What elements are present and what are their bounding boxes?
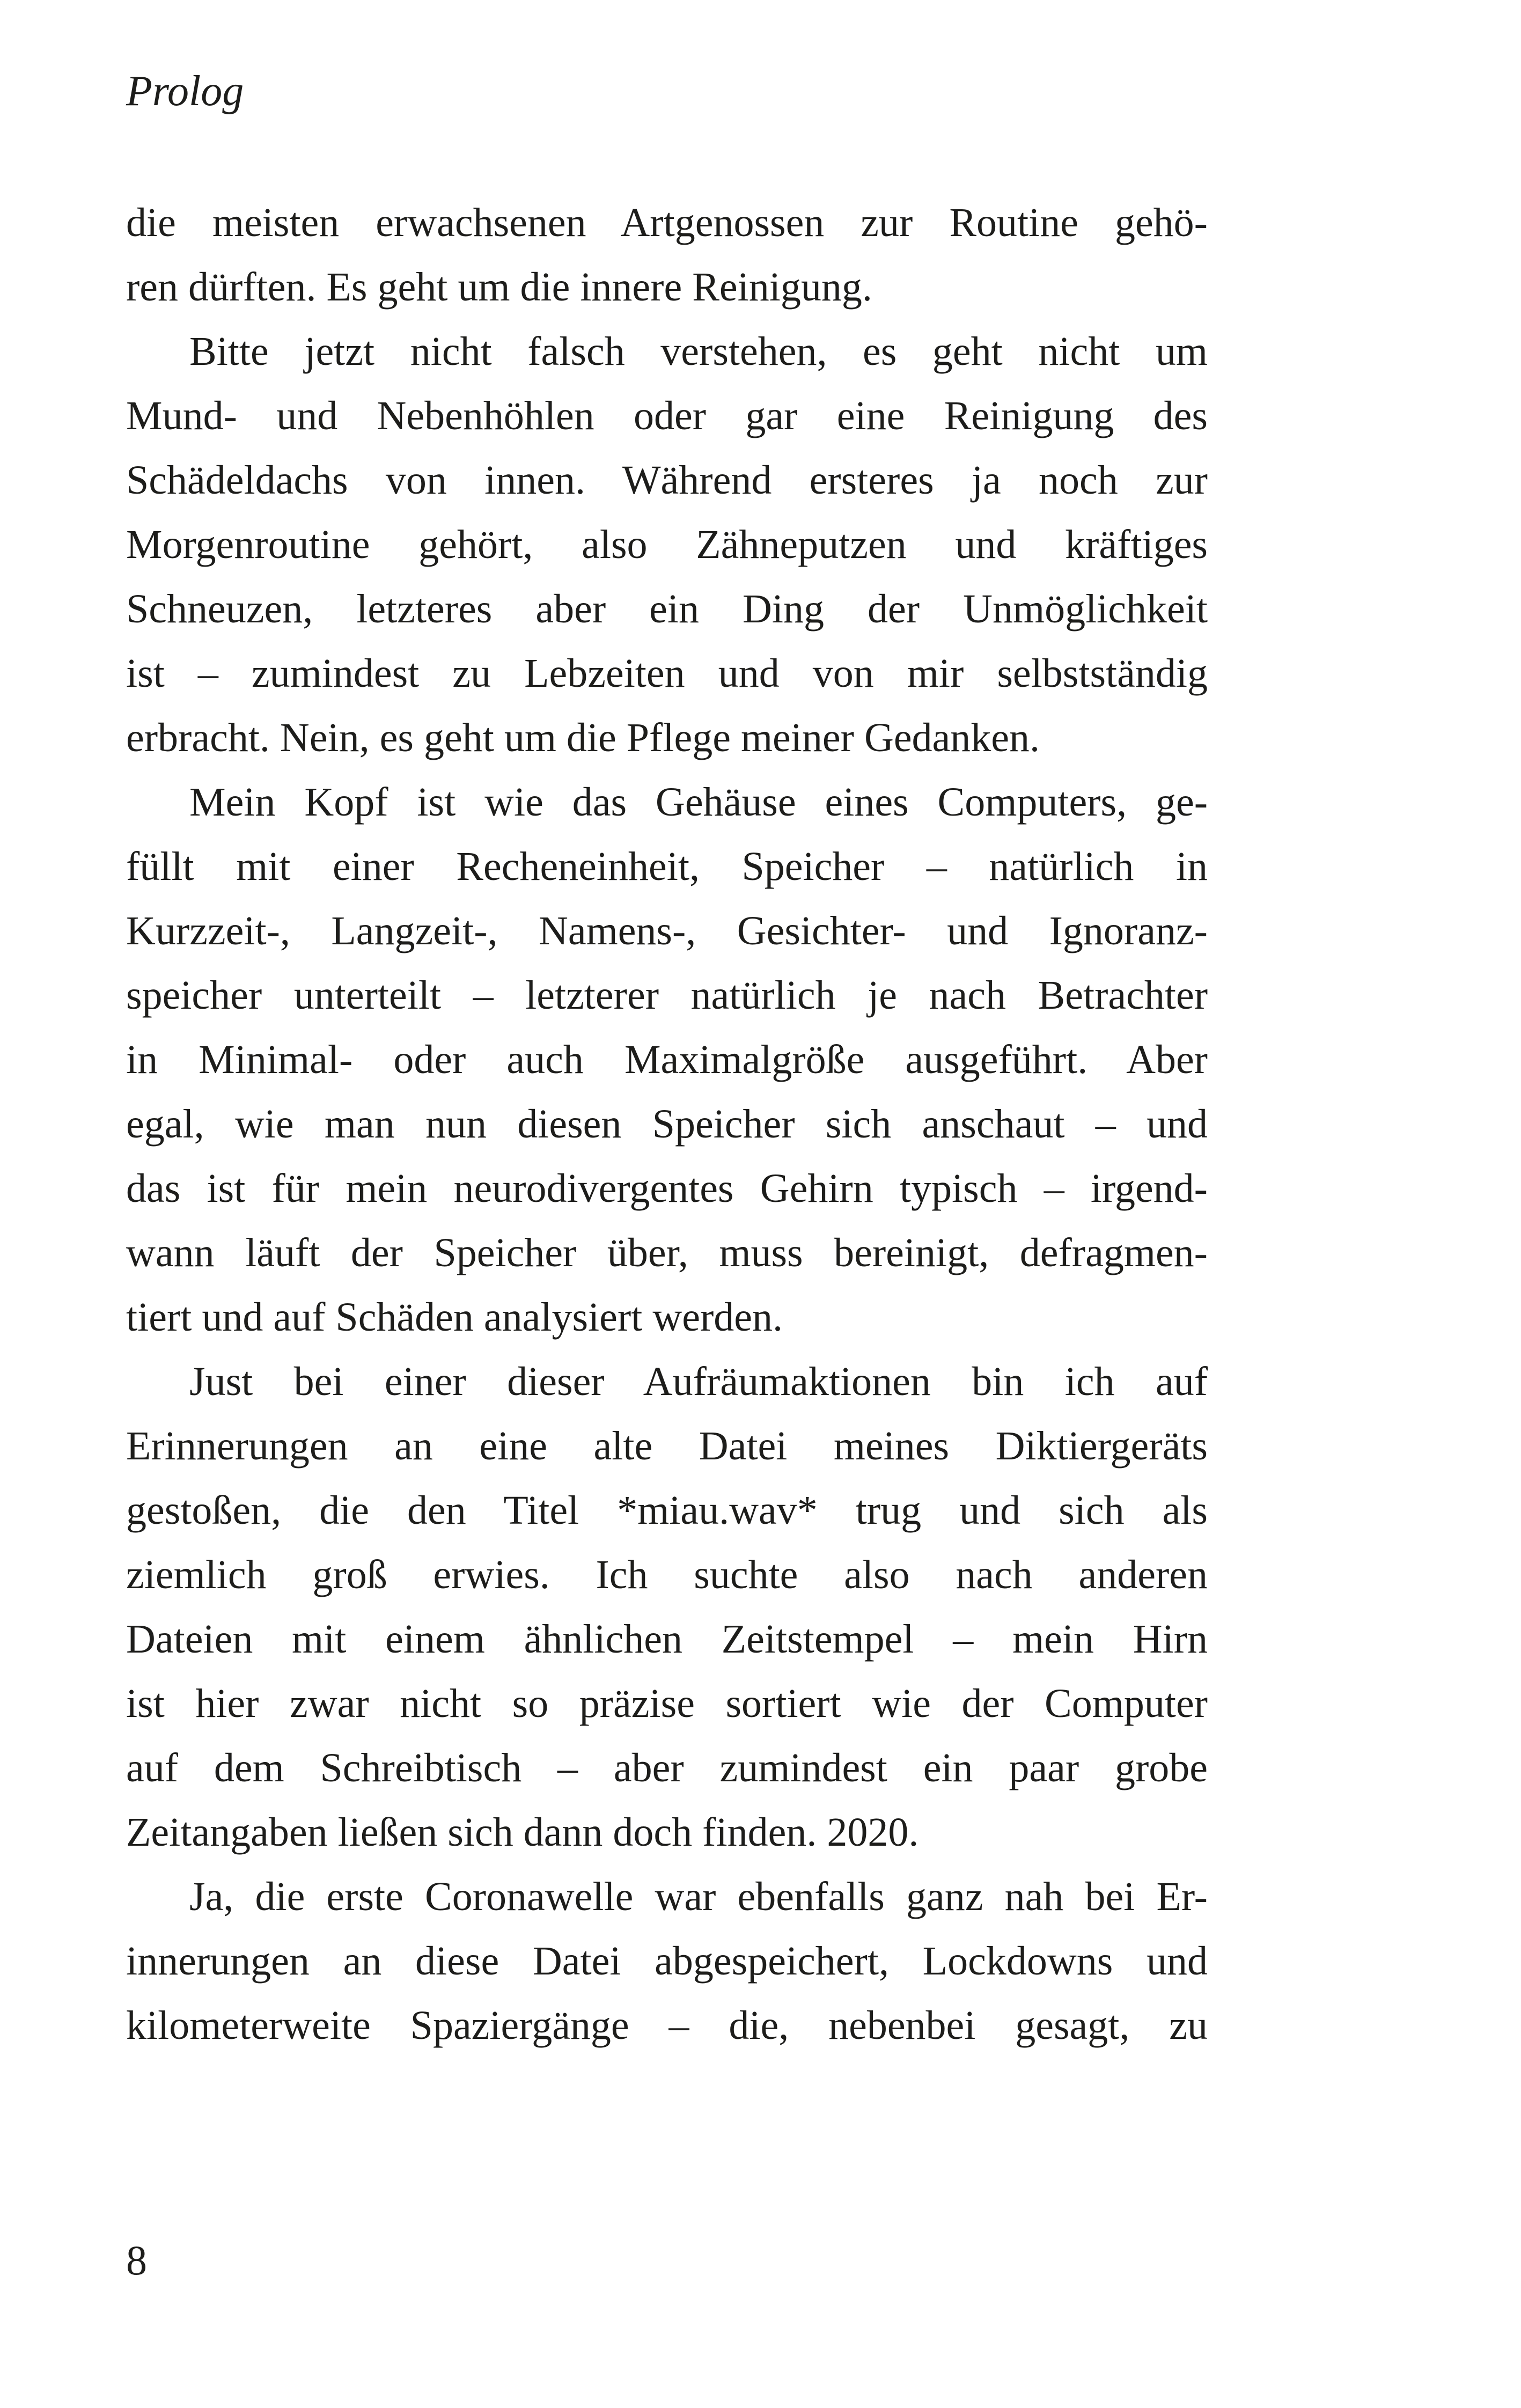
paragraph-first-line: Ja, die erste Coronawelle war ebenfalls ganz nah bei Er- [189, 1874, 1208, 1919]
text-line: wann läuft der Speicher über, muss bereinigt, defragmen- [126, 1230, 1208, 1275]
paragraph-first-line: Bitte jetzt nicht falsch verstehen, es geht nicht um [189, 329, 1208, 374]
text-line: egal, wie man nun diesen Speicher sich anschaut – und [126, 1102, 1208, 1147]
paragraph-first-line: Just bei einer dieser Aufräumaktionen bin ich auf [189, 1359, 1208, 1404]
text-line: ist – zumindest zu Lebzeiten und von mir selbstständig [126, 651, 1208, 696]
text-line: das ist für mein neurodivergentes Gehirn typisch – irgend- [126, 1166, 1208, 1211]
text-line: gestoßen, die den Titel *miau.wav* trug und sich als [126, 1488, 1208, 1533]
text-line: Dateien mit einem ähnlichen Zeitstempel – mein Hirn [126, 1617, 1208, 1662]
text-line: in Minimal- oder auch Maximalgröße ausgeführt. Aber [126, 1037, 1208, 1082]
paragraph-first-line: Mein Kopf ist wie das Gehäuse eines Computers, ge- [189, 780, 1208, 825]
text-line: innerungen an diese Datei abgespeichert, Lockdowns und [126, 1939, 1208, 1984]
text-line: ren dürften. Es geht um die innere Reinigung. [126, 265, 872, 310]
text-line: füllt mit einer Recheneinheit, Speicher – natürlich in [126, 844, 1208, 889]
text-line: ist hier zwar nicht so präzise sortiert wie der Computer [126, 1681, 1208, 1726]
text-line: auf dem Schreibtisch – aber zumindest ein paar grobe [126, 1745, 1208, 1790]
text-line: speicher unterteilt – letzterer natürlich je nach Betrachter [126, 973, 1208, 1018]
text-line: Schneuzen, letzteres aber ein Ding der Unmöglichkeit [126, 586, 1208, 632]
body-text [126, 190, 1208, 2058]
running-head: Prolog [126, 68, 244, 115]
text-line: Schädeldachs von innen. Während ersteres ja noch zur [126, 458, 1208, 503]
text-line: die meisten erwachsenen Artgenossen zur Routine gehö- [126, 200, 1208, 245]
text-line: Zeitangaben ließen sich dann doch finden. 2020. [126, 1810, 919, 1855]
text-line: tiert und auf Schäden analysiert werden. [126, 1295, 783, 1340]
text-line: kilometerweite Spaziergänge – die, nebenbei gesagt, zu [126, 2003, 1208, 2048]
text-line: Erinnerungen an eine alte Datei meines Diktiergeräts [126, 1423, 1208, 1469]
page-number: 8 [126, 2237, 147, 2284]
text-line: ziemlich groß erwies. Ich suchte also nach anderen [126, 1552, 1208, 1597]
text-line: Morgenroutine gehört, also Zähneputzen und kräftiges [126, 522, 1208, 567]
text-line: Kurzzeit-, Langzeit-, Namens-, Gesichter- und Ignoranz- [126, 908, 1208, 953]
text-line: erbracht. Nein, es geht um die Pflege meiner Gedanken. [126, 715, 1040, 760]
text-line: Mund- und Nebenhöhlen oder gar eine Reinigung des [126, 393, 1208, 438]
